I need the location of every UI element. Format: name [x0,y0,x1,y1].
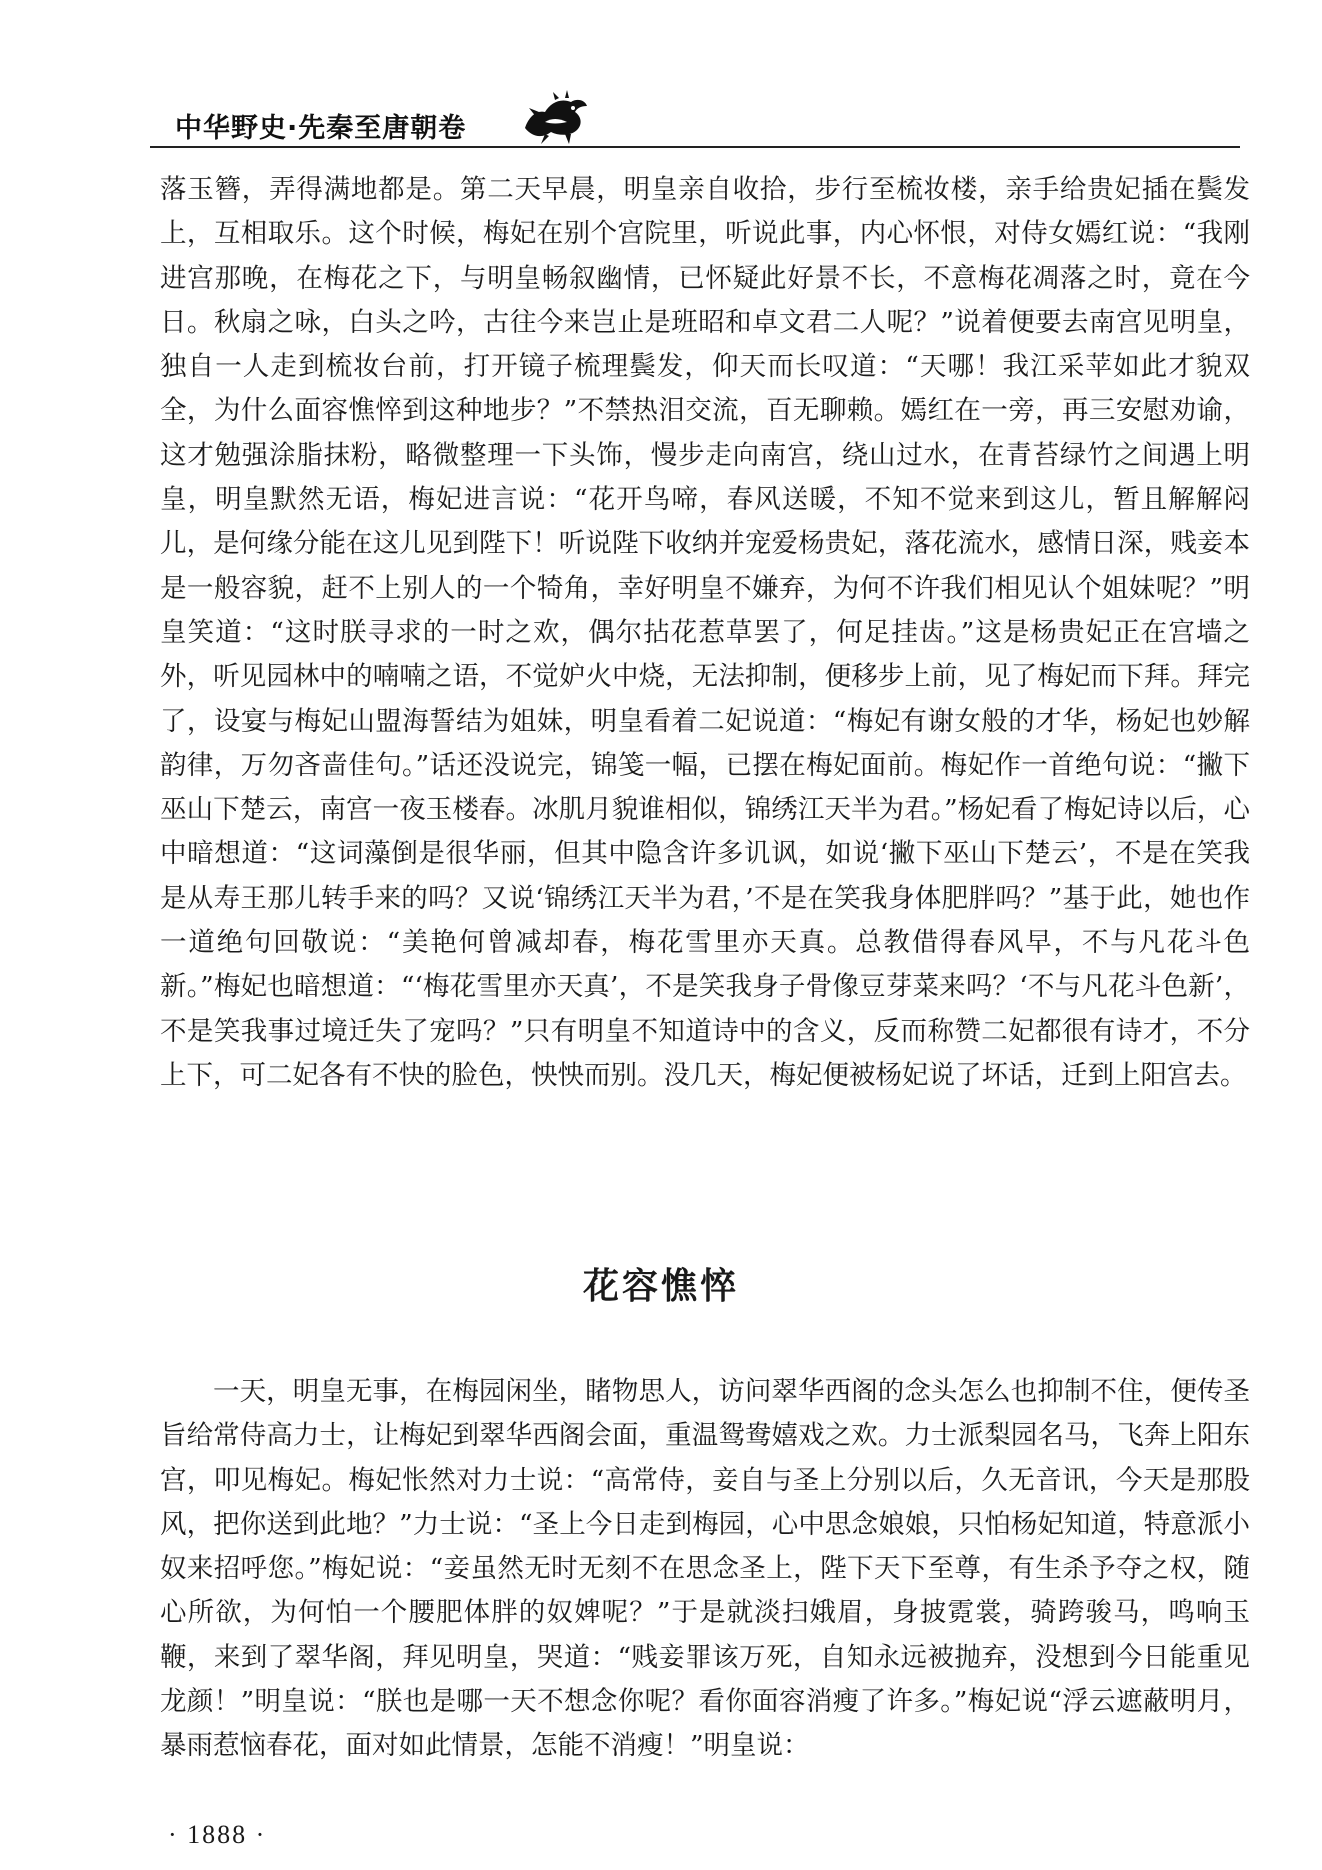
book-title: 中华野史·先秦至唐朝卷 [175,113,467,144]
header-rule [150,146,1240,148]
body-text-bottom [160,1370,1250,1769]
dragon-emblem-icon [515,88,593,146]
running-header [150,88,1240,148]
paragraph: 一天，明皇无事，在梅园闲坐，睹物思人，访问翠华西阁的念头怎么也抑制不住，便传圣旨给常侍高力士，让梅妃到翠华西阁会面，重温鸳鸯嬉戏之欢。力士派梨园名马，飞奔上阳东宫，叩见梅妃。梅妃怅然对力士说：“高常侍，妾自与圣上分别以后，久无音讯，今天是那股风，把你送到此地？”力士说：“圣上今日走到梅园，心中思念娘娘，只怕杨妃知道，特意派小奴来招呼您。”梅妃说：“妾虽然无时无刻不在思念圣上，陛下天下至尊，有生杀予夺之权，随心所欲，为何怕一个腰肥体胖的奴婢呢？”于是就淡扫娥眉，身披霓裳，骑跨骏马，鸣响玉鞭，来到了翠华阁，拜见明皇，哭道：“贱妾罪该万死，自知永远被抛弃，没想到今日能重见龙颜！”明皇说：“朕也是哪一天不想念你呢？看你面容消瘦了许多。”梅妃说“浮云遮蔽明月，暴雨惹恼春花，面对如此情景，怎能不消瘦！”明皇说： [160,1376,1250,1762]
body-text-top [160,168,1250,1098]
paragraph: 落玉簪，弄得满地都是。第二天早晨，明皇亲自收拾，步行至梳妆楼，亲手给贵妃插在鬓发上，互相取乐。这个时候，梅妃在别个宫院里，听说此事，内心怀恨，对侍女嫣红说：“我刚进宫那晚，在梅花之下，与明皇畅叙幽情，已怀疑此好景不长，不意梅花凋落之时，竟在今日。秋扇之咏，白头之吟，古往今来岂止是班昭和卓文君二人呢？”说着便要去南宫见明皇，独自一人走到梳妆台前，打开镜子梳理鬓发，仰天而长叹道：“天哪！我江采苹如此才貌双全，为什么面容憔悴到这种地步？”不禁热泪交流，百无聊赖。嫣红在一旁，再三安慰劝谕，这才勉强涂脂抹粉，略微整理一下头饰，慢步走向南宫，绕山过水，在青苔绿竹之间遇上明皇，明皇默然无语，梅妃进言说：“花开鸟啼，春风送暖，不知不觉来到这儿，暂且解解闷儿，是何缘分能在这儿见到陛下！听说陛下收纳并宠爱杨贵妃，落花流水，感情日深，贱妾本是一般容貌，赶不上别人的一个犄角，幸好明皇不嫌弃，为何不许我们相见认个姐妹呢？”明皇笑道：“这时朕寻求的一时之欢，偶尔拈花惹草罢了，何足挂齿。”这是杨贵妃正在宫墙之外，听见园林中的喃喃之语，不觉妒火中烧，无法抑制，便移步上前，见了梅妃而下拜。拜完了，设宴与梅妃山盟海誓结为姐妹，明皇看着二妃说道：“梅妃有谢女般的才华，杨妃也妙解韵律，万勿吝啬佳句。”话还没说完，锦笺一幅，已摆在梅妃面前。梅妃作一首绝句说：“撇下巫山下楚云，南宫一夜玉楼春。冰肌月貌谁相似，锦绣江天半为君。”杨妃看了梅妃诗以后，心中暗想道：“这词藻倒是很华丽，但其中隐含许多讥讽，如说‘撇下巫山下楚云’，不是在笑我是从寿王那儿转手来的吗？又说‘锦绣江天半为君，’不是在笑我身体肥胖吗？”基于此，她也作一道绝句回敬说：“美艳何曾减却春，梅花雪里亦天真。总教借得春风早，不与凡花斗色新。”梅妃也暗想道：“‘梅花雪里亦天真’，不是笑我身子骨像豆芽菜来吗？‘不与凡花斗色新’，不是笑我事过境迁失了宠吗？”只有明皇不知道诗中的含义，反而称赞二妃都很有诗才，不分上下，可二妃各有不快的脸色，怏怏而别。没几天，梅妃便被杨妃说了坏话，迁到上阳宫去。 [160,174,1250,1091]
page-number: · 1888 · [168,1820,267,1849]
section-title: 花容憔悴 [582,1266,739,1307]
